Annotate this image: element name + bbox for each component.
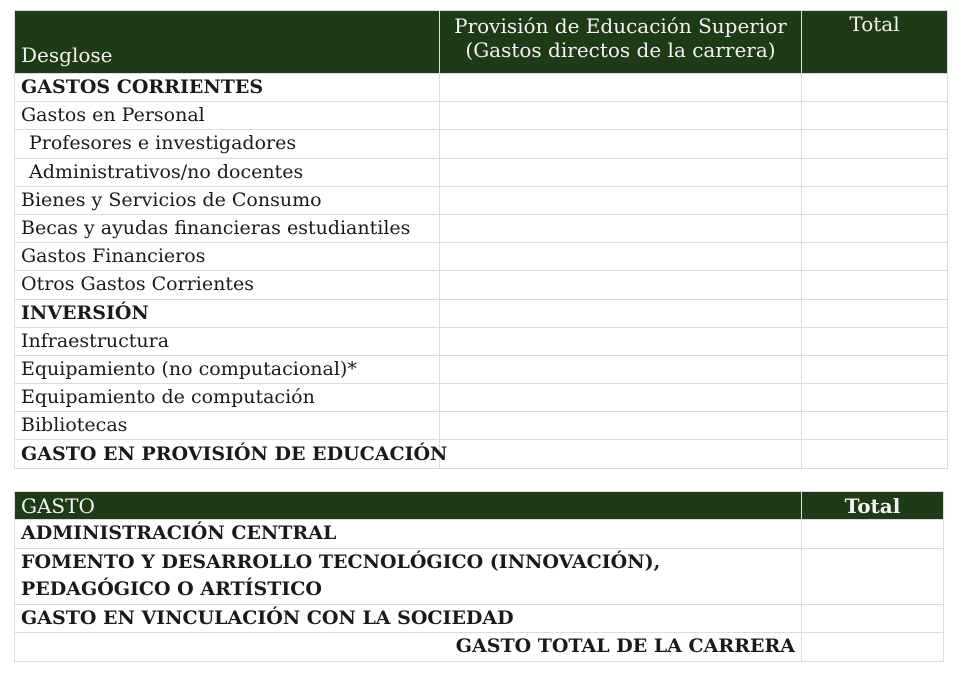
- total-cell[interactable]: [802, 633, 944, 662]
- total-cell[interactable]: [802, 158, 948, 186]
- row-label: Bienes y Servicios de Consumo: [15, 186, 440, 214]
- header-expense: GASTO: [15, 492, 802, 520]
- row-label: GASTO EN VINCULACIÓN CON LA SOCIEDAD: [15, 604, 802, 633]
- total-cell[interactable]: [802, 74, 948, 102]
- provision-cell[interactable]: [440, 440, 802, 468]
- provision-cell[interactable]: [440, 102, 802, 130]
- row-label: FOMENTO Y DESARROLLO TECNOLÓGICO (INNOVACIÓN), PEDAGÓGICO O ARTÍSTICO: [15, 548, 802, 604]
- table-row: [15, 271, 948, 299]
- table-row: [15, 214, 948, 242]
- total-cell[interactable]: [802, 271, 948, 299]
- header-provision-line2: (Gastos directos de la carrera): [465, 38, 776, 62]
- header-row: [15, 492, 944, 520]
- row-label: GASTO EN PROVISIÓN DE EDUCACIÓN: [15, 440, 440, 468]
- provision-cell[interactable]: [440, 74, 802, 102]
- total-cell[interactable]: [802, 412, 948, 440]
- header-breakdown: Desglose: [15, 11, 440, 74]
- provision-cell[interactable]: [440, 384, 802, 412]
- provision-cell[interactable]: [440, 243, 802, 271]
- provision-cell[interactable]: [440, 130, 802, 158]
- provision-cell[interactable]: [440, 214, 802, 242]
- table-row: [15, 548, 944, 604]
- total-cell[interactable]: [802, 327, 948, 355]
- total-cell[interactable]: [802, 384, 948, 412]
- provision-cell[interactable]: [440, 299, 802, 327]
- row-label: GASTOS CORRIENTES: [15, 74, 440, 102]
- table-row: [15, 299, 948, 327]
- row-label: Otros Gastos Corrientes: [15, 271, 440, 299]
- table-row: [15, 74, 948, 102]
- total-cell[interactable]: [802, 243, 948, 271]
- row-label: Gastos en Personal: [15, 102, 440, 130]
- table-row: [15, 384, 948, 412]
- row-label: ADMINISTRACIÓN CENTRAL: [15, 520, 802, 549]
- total-cell[interactable]: [802, 130, 948, 158]
- table-row: [15, 355, 948, 383]
- provision-cell[interactable]: [440, 186, 802, 214]
- row-label: Gastos Financieros: [15, 243, 440, 271]
- provision-cell[interactable]: [440, 355, 802, 383]
- row-label: Administrativos/no docentes: [15, 158, 440, 186]
- row-label: Profesores e investigadores: [15, 130, 440, 158]
- row-label: Becas y ayudas financieras estudiantiles: [15, 214, 440, 242]
- total-cell[interactable]: [802, 520, 944, 549]
- total-cell[interactable]: [802, 299, 948, 327]
- expense-summary-table: [14, 491, 944, 662]
- total-cell[interactable]: [802, 355, 948, 383]
- provision-cell[interactable]: [440, 327, 802, 355]
- row-label: INVERSIÓN: [15, 299, 440, 327]
- total-cell[interactable]: [802, 186, 948, 214]
- table-row: [15, 412, 948, 440]
- total-cell[interactable]: [802, 604, 944, 633]
- header-provision: [440, 11, 802, 74]
- table-row: [15, 130, 948, 158]
- table-row: [15, 327, 948, 355]
- table-row: [15, 186, 948, 214]
- header-total: Total: [802, 11, 948, 74]
- row-label: Equipamiento de computación: [15, 384, 440, 412]
- table-row: [15, 604, 944, 633]
- header-provision-line1: Provisión de Educación Superior: [454, 14, 787, 38]
- provision-cell[interactable]: [440, 158, 802, 186]
- table-row: [15, 520, 944, 549]
- total-cell[interactable]: [802, 548, 944, 604]
- provision-cell[interactable]: [440, 271, 802, 299]
- table-row: [15, 102, 948, 130]
- total-cell[interactable]: [802, 102, 948, 130]
- header-row: [15, 11, 948, 74]
- table-row: [15, 633, 944, 662]
- row-label: GASTO TOTAL DE LA CARRERA: [15, 633, 802, 662]
- table-row: [15, 243, 948, 271]
- row-label: Bibliotecas: [15, 412, 440, 440]
- table-row: [15, 440, 948, 468]
- total-cell[interactable]: [802, 440, 948, 468]
- table-row: [15, 158, 948, 186]
- total-cell[interactable]: [802, 214, 948, 242]
- expense-breakdown-table: [14, 10, 948, 469]
- header-total: Total: [802, 492, 944, 520]
- row-label: Equipamiento (no computacional)*: [15, 355, 440, 383]
- provision-cell[interactable]: [440, 412, 802, 440]
- row-label: Infraestructura: [15, 327, 440, 355]
